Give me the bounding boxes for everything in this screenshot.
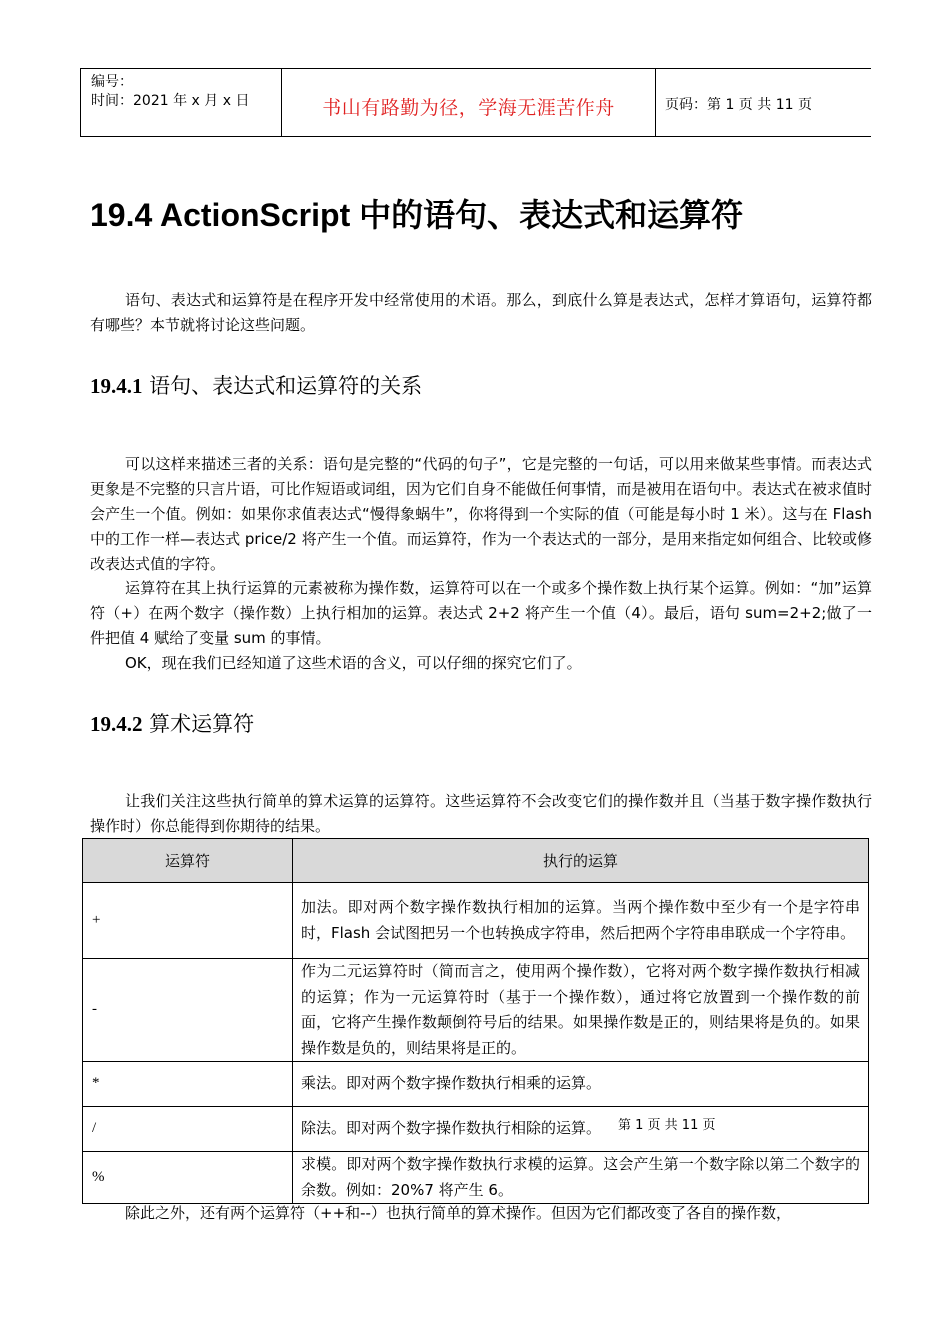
description-cell: 加法。即对两个数字操作数执行相加的运算。当两个操作数中至少有一个是字符串时，Flash 会试图把另一个也转换成字符串，然后把两个字符串串联成一个字符串。 bbox=[293, 883, 869, 959]
operator-table bbox=[82, 838, 869, 1204]
table-row bbox=[83, 1062, 869, 1107]
motto: 书山有路勤为径，学海无涯苦作舟 bbox=[322, 97, 615, 119]
number-label: 编号： bbox=[91, 74, 133, 90]
paragraph-arith-outro: 除此之外，还有两个运算符（++和--）也执行简单的算术操作。但因为它们都改变了各自的操作数， bbox=[125, 1204, 791, 1222]
table-row bbox=[83, 1152, 869, 1204]
table-header-row bbox=[83, 839, 869, 883]
description-cell: 求模。即对两个数字操作数执行求模的运算。这会产生第一个数字除以第二个数字的余数。例如：20%7 将产生 6。 bbox=[293, 1152, 869, 1204]
intro-paragraph: 语句、表达式和运算符是在程序开发中经常使用的术语。那么，到底什么算是表达式，怎样才算语句，运算符都有哪些？本节就将讨论这些问题。 bbox=[90, 291, 872, 334]
table-row bbox=[83, 1107, 869, 1152]
document-header bbox=[80, 68, 871, 137]
header-meta-cell bbox=[81, 69, 282, 136]
paragraph-operands: 运算符在其上执行运算的元素被称为操作数，运算符可以在一个或多个操作数上执行某个运算。例如：“加”运算符（+）在两个数字（操作数）上执行相加的运算。表达式 2+2 将产生一个值（4）。最后，语句 sum=2+2;做了一件把值 4 赋给了变量 sum 的事情。 bbox=[90, 579, 872, 647]
header-motto-cell bbox=[282, 69, 656, 136]
paragraph-relationship: 可以这样来描述三者的关系：语句是完整的“代码的句子”，它是完整的一句话，可以用来做某些事情。而表达式更象是不完整的只言片语，可比作短语或词组，因为它们自身不能做任何事情，而是被用在语句中。表达式在被求值时会产生一个值。例如：如果你求值表达式“慢得象蜗牛”，你将得到一个实际的值（可能是每小时 1 米）。这与在 Flash 中的工作一样—表达式 price/2 将产生一个值。而运算符，作为一个表达式的一部分，是用来指定如何组合、比较或修改表达式值的字符。 bbox=[90, 455, 872, 573]
section-title: 算术运算符 bbox=[142, 712, 255, 736]
section-title: 语句、表达式和运算符的关系 bbox=[142, 374, 423, 398]
operator-cell: + bbox=[83, 883, 293, 959]
header-page-cell bbox=[656, 69, 870, 136]
operator-cell: - bbox=[83, 959, 293, 1062]
paragraph-arith-intro: 让我们关注这些执行简单的算术运算的运算符。这些运算符不会改变它们的操作数并且（当基于数字操作数执行操作时）你总能得到你期待的结果。 bbox=[90, 792, 872, 835]
section-heading-19-4-2 bbox=[90, 708, 254, 738]
section-number: 19.4.2 bbox=[90, 712, 143, 736]
table-row bbox=[83, 883, 869, 959]
section-heading-19-4-1 bbox=[90, 370, 422, 400]
page-footer-counter: 第 1 页 共 11 页 bbox=[618, 1118, 716, 1133]
date-label: 时间：2021 年 x 月 x 日 bbox=[91, 93, 250, 109]
section-number: 19.4.1 bbox=[90, 374, 143, 398]
operator-cell: % bbox=[83, 1152, 293, 1204]
column-header-operator: 运算符 bbox=[83, 839, 293, 883]
column-header-operation: 执行的运算 bbox=[293, 839, 869, 883]
description-cell: 除法。即对两个数字操作数执行相除的运算。 bbox=[293, 1107, 869, 1152]
page-counter: 页码：第 1 页 共 11 页 bbox=[665, 97, 812, 113]
paragraph-ok: OK，现在我们已经知道了这些术语的含义，可以仔细的探究它们了。 bbox=[125, 654, 582, 672]
operator-cell: / bbox=[83, 1107, 293, 1152]
description-cell: 乘法。即对两个数字操作数执行相乘的运算。 bbox=[293, 1062, 869, 1107]
description-cell: 作为二元运算符时（简而言之，使用两个操作数），它将对两个数字操作数执行相减的运算；作为一元运算符时（基于一个操作数），通过将它放置到一个操作数的前面，它将产生操作数颠倒符号后的结果。如果操作数是正的，则结果将是负的。如果操作数是负的，则结果将是正的。 bbox=[293, 959, 869, 1062]
table-row bbox=[83, 959, 869, 1062]
page-title: 19.4 ActionScript 中的语句、表达式和运算符 bbox=[90, 197, 744, 233]
operator-cell: * bbox=[83, 1062, 293, 1107]
